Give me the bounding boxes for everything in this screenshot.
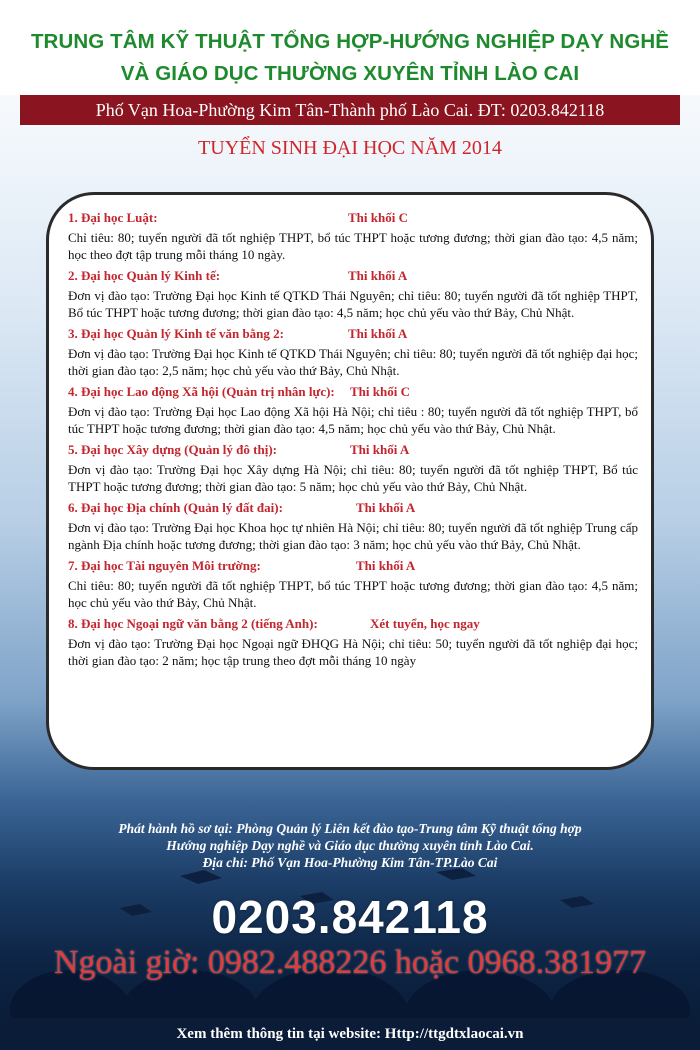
program-desc: Đơn vị đào tạo: Trường Đại học Kinh tế QTKD Thái Nguyên; chỉ tiêu: 80; tuyển người đã tốt nghiệp đại học; thời gian đào tạo: 2,5 năm; học chủ yếu vào thứ Bảy, Chủ Nhật. (68, 346, 638, 378)
program-name: 3. Đại học Quản lý Kinh tế văn bằng 2: (68, 326, 284, 341)
program-desc: Chỉ tiêu: 80; tuyển người đã tốt nghiệp THPT, bổ túc THPT hoặc tương đương; thời gian đào tạo: 4,5 năm; học theo đợt tập trung mỗi tháng 10 ngày. (68, 230, 638, 262)
after-hours-phone: Ngoài giờ: 0982.488226 hoặc 0968.381977 (53, 944, 647, 981)
program-desc: Đơn vị đào tạo: Trường Đại học Kinh tế QTKD Thái Nguyên; chỉ tiêu: 80; tuyển người đã tốt nghiệp THPT, Bổ túc THPT hoặc tương đương; thời gian đào tạo: 4,5 năm; học chủ yếu vào thứ Bảy, Chủ Nhật. (68, 288, 638, 320)
program-exam: Thi khối C (348, 210, 408, 225)
application-info-line2: Hướng nghiệp Dạy nghề và Giáo dục thường xuyên tỉnh Lào Cai. (166, 838, 534, 853)
application-info-line3: Địa chỉ: Phố Vạn Hoa-Phường Kim Tân-TP.Lào Cai (202, 855, 498, 870)
program-item (68, 210, 638, 263)
program-exam: Xét tuyển, học ngay (370, 616, 480, 631)
program-item (68, 384, 638, 437)
application-info-line1: Phát hành hồ sơ tại: Phòng Quản lý Liên kết đào tạo-Trung tâm Kỹ thuật tổng hợp (118, 821, 582, 836)
program-name: 8. Đại học Ngoại ngữ văn bằng 2 (tiếng Anh): (68, 616, 318, 631)
program-exam: Thi khối A (350, 442, 410, 457)
program-item (68, 616, 638, 669)
program-exam: Thi khối A (356, 500, 416, 515)
website-footer: Xem thêm thông tin tại website: Http://ttgdtxlaocai.vn (0, 1018, 700, 1050)
program-name: 6. Đại học Địa chính (Quản lý đất đai): (68, 500, 283, 515)
program-exam: Thi khối C (350, 384, 410, 399)
program-item (68, 558, 638, 611)
program-name: 2. Đại học Quản lý Kinh tế: (68, 268, 221, 283)
center-name-line2: VÀ GIÁO DỤC THƯỜNG XUYÊN TỈNH LÀO CAI (120, 62, 580, 85)
program-desc: Đơn vị đào tạo: Trường Đại học Khoa học tự nhiên Hà Nội; chỉ tiêu: 80; tuyển người đã tốt nghiệp Trung cấp ngành Địa chính hoặc tương đương; thời gian đào tạo: 3 năm; học chủ yếu vào thứ Bảy, Chủ Nhật. (68, 520, 638, 552)
hotline-number: 0203.842118 (211, 891, 489, 943)
program-name: 1. Đại học Luật: (68, 210, 158, 225)
program-item (68, 442, 638, 495)
program-item (68, 500, 638, 553)
application-info (0, 820, 700, 871)
center-name-line1: TRUNG TÂM KỸ THUẬT TỔNG HỢP-HƯỚNG NGHIỆP DẠY NGHỀ (30, 30, 670, 53)
program-name: 7. Đại học Tài nguyên Môi trường: (68, 558, 261, 573)
address-bar: Phố Vạn Hoa-Phường Kim Tân-Thành phố Lào Cai. ĐT: 0203.842118 (20, 95, 680, 125)
program-desc: Chỉ tiêu: 80; tuyển người đã tốt nghiệp THPT, bổ túc THPT hoặc tương đương; thời gian đào tạo: 4,5 năm; học chủ yếu vào thứ Bảy, Chủ Nhật. (68, 578, 638, 610)
program-list (68, 210, 638, 674)
program-name: 4. Đại học Lao động Xã hội (Quản trị nhân lực): (68, 384, 335, 399)
program-exam: Thi khối A (348, 268, 408, 283)
page-title: TUYỂN SINH ĐẠI HỌC NĂM 2014 (198, 137, 502, 159)
header (0, 0, 700, 95)
program-item (68, 326, 638, 379)
program-exam: Thi khối A (348, 326, 408, 341)
program-name: 5. Đại học Xây dựng (Quản lý đô thị): (68, 442, 277, 457)
program-item (68, 268, 638, 321)
program-desc: Đơn vị đào tạo: Trường Đại học Ngoại ngữ ĐHQG Hà Nội; chỉ tiêu: 50; tuyển người đã tốt nghiệp đại học; thời gian đào tạo: 2 năm; học tập trung theo đợt mỗi tháng 10 ngày (68, 636, 638, 668)
program-desc: Đơn vị đào tạo: Trường Đại học Lao động Xã hội Hà Nội; chỉ tiêu : 80; tuyển người đã tốt nghiệp THPT, bổ túc THPT hoặc tương đương; thời gian đào tạo: 4,5 năm; học chủ yếu vào thứ Bảy, Chủ Nhật. (68, 404, 638, 436)
program-exam: Thi khối A (356, 558, 416, 573)
program-desc: Đơn vị đào tạo: Trường Đại học Xây dựng Hà Nội; chỉ tiêu: 80; tuyển người đã tốt nghiệp THPT, Bổ túc THPT hoặc tương đương; thời gian đào tạo: 5 năm; học chủ yếu vào thứ Bảy, Chủ Nhật. (68, 462, 638, 494)
